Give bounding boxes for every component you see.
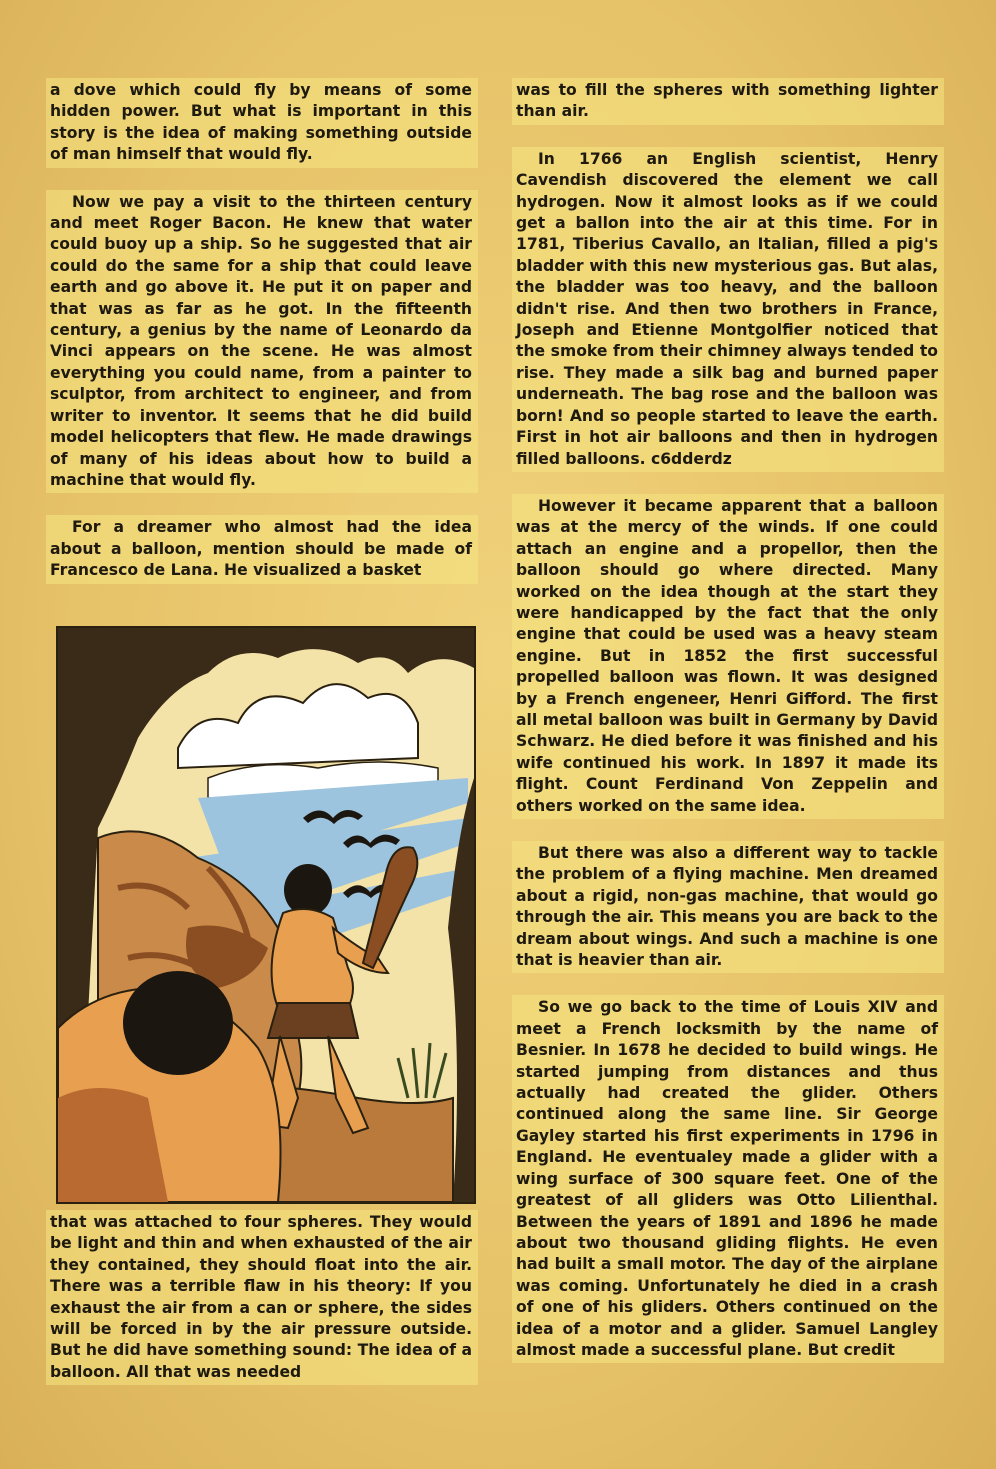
right-column xyxy=(512,78,944,1363)
left-column xyxy=(46,78,478,584)
paragraph-francesco-de-lana: For a dreamer who almost had the idea about a balloon, mention should be made of Francesco de Lana. He visualized a basket xyxy=(46,515,478,583)
paragraph-dove: a dove which could fly by means of some hidden power. But what is important in this story is the idea of making something outside of man himself that would fly. xyxy=(46,78,478,168)
paragraph-spheres: that was attached to four spheres. They would be light and thin and when exhausted of the air they contained, they should float into the air. There was a terrible flaw in his theory: If you exhaust the air from a can or sphere, the sides will be forced in by the air pressure outside. But he did have something sound: The idea of a balloon. All that was needed xyxy=(46,1210,478,1385)
paragraph-gap xyxy=(512,973,944,995)
paragraph-gap xyxy=(512,472,944,494)
foreground-caveman-hair xyxy=(123,971,233,1075)
cavemen-illustration xyxy=(58,628,474,1202)
paragraph-heavier-than-air: But there was also a different way to tackle the problem of a flying machine. Men dreamed about a rigid, non-gas machine, that would go through the air. This means you are back to the dream about wings. And such a machine is one that is heavier than air. xyxy=(512,841,944,973)
paragraph-gap xyxy=(512,819,944,841)
paragraph-gap xyxy=(512,125,944,147)
paragraph-cavendish: In 1766 an English scientist, Henry Cavendish discovered the element we call hydrogen. Now it almost looks as if we could get a ballon into the air at this time. For in 1781, Tiberius Cavallo, an Italian, filled a pig's bladder with this new mysterious gas. But alas, the bladder was too heavy, and the balloon didn't rise. And then two brothers in France, Joseph and Etienne Montgolfier noticed that the smoke from their chimney always tended to rise. They made a silk bag and burned paper underneath. The bag rose and the balloon was born! And so people started to leave the earth. First in hot air balloons and then in hydrogen filled balloons. c6dderdz xyxy=(512,147,944,472)
paragraph-gap xyxy=(46,493,478,515)
caveman-head-hair xyxy=(284,864,332,916)
paragraph-gifford-zeppelin: However it became apparent that a balloon was at the mercy of the winds. If one could attach an engine and a propellor, then the balloon should go where directed. Many worked on the idea though at the start they were handicapped by the fact that the only engine that could be used was a heavy steam engine. But in 1852 the first successful propelled balloon was flown. It was designed by a French engeneer, Henri Gifford. The first all metal balloon was built in Germany by David Schwarz. He died before it was finished and his wife continued his work. In 1897 it made its flight. Count Ferdinand Von Zeppelin and others worked on the same idea. xyxy=(512,494,944,819)
paragraph-lighter-than-air: was to fill the spheres with something lighter than air. xyxy=(512,78,944,125)
paragraph-roger-bacon: Now we pay a visit to the thirteen century and meet Roger Bacon. He knew that water could buoy up a ship. So he suggested that air could do the same for a ship that could leave earth and go above it. He put it on paper and that was as far as he got. In the fifteenth century, a genius by the name of Leonardo da Vinci appears on the scene. He was almost everything you could name, from a painter to sculptor, from architect to engineer, and from writer to inventor. It seems that he did build model helicopters that flew. He made drawings of many of his ideas about how to build a machine that would fly. xyxy=(46,190,478,494)
illustration-panel xyxy=(56,626,476,1204)
loincloth xyxy=(268,1003,358,1038)
paragraph-gliders: So we go back to the time of Louis XIV and meet a French locksmith by the name of Besnier. In 1678 he decided to build wings. He started jumping from distances and thus actually had created the glider. Others continued along the same line. Sir George Gayley started his first experiments in 1796 in England. He eventualey made a glider with a wing surface of 300 square feet. One of the greatest of all gliders was Otto Lilienthal. Between the years of 1891 and 1896 he made about two thousand gliding flights. He even had built a small motor. The day of the airplane was coming. Unfortunately he died in a crash of one of his gliders. Others continued on the idea of a motor and a glider. Samuel Langley almost made a successful plane. But credit xyxy=(512,995,944,1363)
paragraph-gap xyxy=(46,168,478,190)
left-column-bottom xyxy=(46,1210,478,1385)
